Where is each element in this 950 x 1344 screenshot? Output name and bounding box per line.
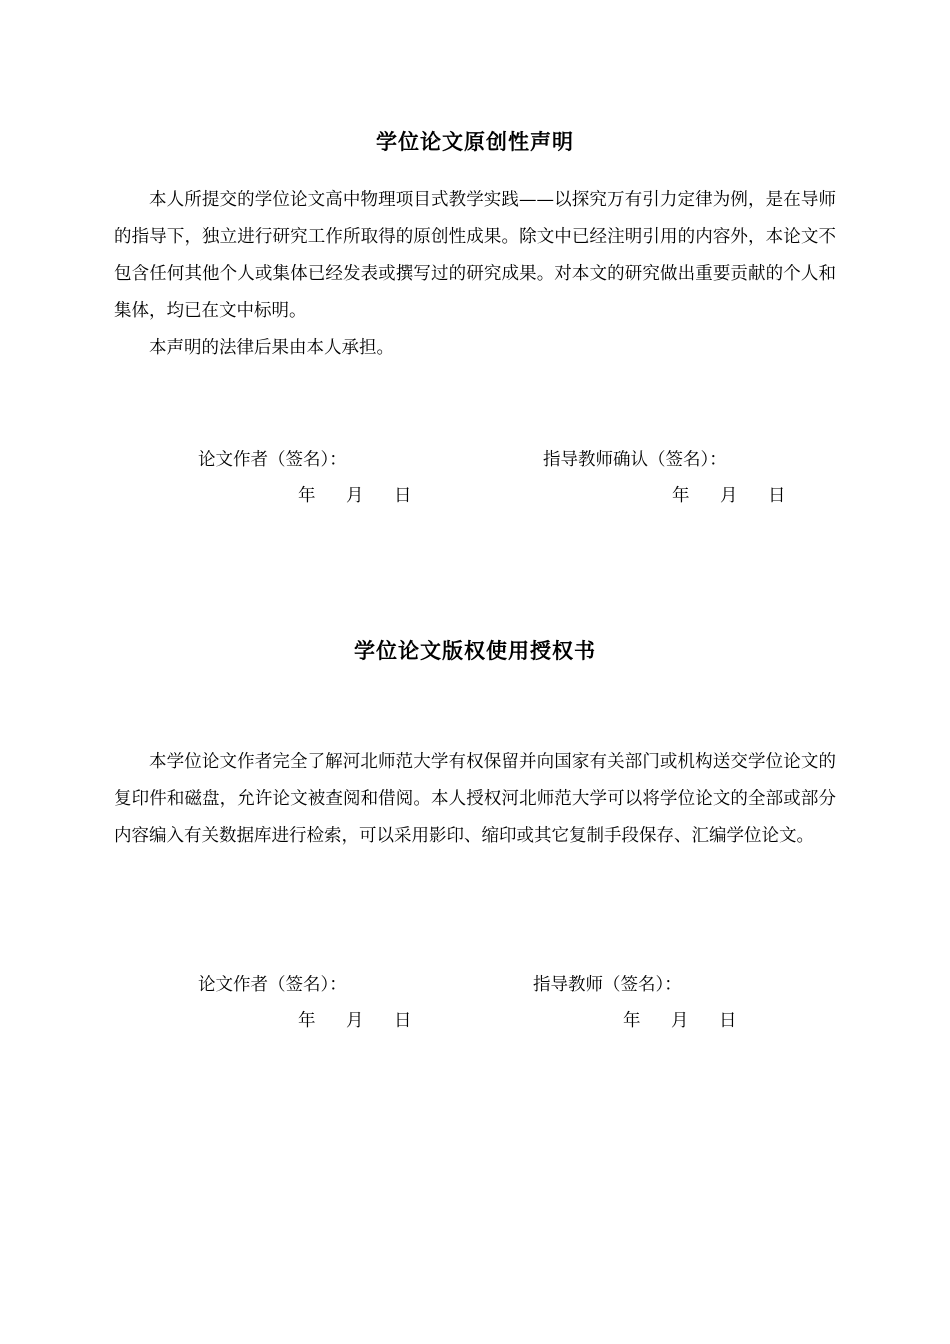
date-month: 月 [346, 486, 364, 506]
date-month: 月 [671, 1011, 689, 1031]
date-day: 日 [394, 486, 412, 506]
declaration-advisor-date [672, 482, 786, 507]
authorization-paragraph-1: 本学位论文作者完全了解河北师范大学有权保留并向国家有关部门或机构送交学位论文的复印件和磁盘，允许论文被查阅和借阅。本人授权河北师范大学可以将学位论文的全部或部分内容编入有关数据库进行检索，可以采用影印、缩印或其它复制手段保存、汇编学位论文。 [114, 752, 836, 846]
date-day: 日 [719, 1011, 737, 1031]
date-month: 月 [346, 1011, 364, 1031]
date-month: 月 [720, 486, 738, 506]
declaration-title: 学位论文原创性声明 [376, 130, 574, 154]
declaration-paragraph-1: 本人所提交的学位论文高中物理项目式教学实践——以探究万有引力定律为例，是在导师的指导下，独立进行研究工作所取得的原创性成果。除文中已经注明引用的内容外，本论文不包含任何其他个人或集体已经发表或撰写过的研究成果。对本文的研究做出重要贡献的个人和集体，均已在文中标明。 [114, 190, 836, 321]
date-day: 日 [768, 486, 786, 506]
authorization-advisor-date [623, 1007, 737, 1032]
authorization-author-date [298, 1007, 412, 1032]
declaration-paragraph-2: 本声明的法律后果由本人承担。 [149, 338, 394, 358]
authorization-advisor-signature-label: 指导教师（签名）： [533, 975, 682, 995]
authorization-title: 学位论文版权使用授权书 [354, 639, 596, 663]
declaration-author-signature-label: 论文作者（签名）： [198, 450, 347, 470]
date-day: 日 [394, 1011, 412, 1031]
declaration-advisor-signature-label: 指导教师确认（签名）： [543, 450, 727, 470]
date-year: 年 [623, 1011, 641, 1031]
declaration-author-date [298, 482, 412, 507]
date-year: 年 [672, 486, 690, 506]
date-year: 年 [298, 1011, 316, 1031]
date-year: 年 [298, 486, 316, 506]
authorization-author-signature-label: 论文作者（签名）： [198, 975, 347, 995]
